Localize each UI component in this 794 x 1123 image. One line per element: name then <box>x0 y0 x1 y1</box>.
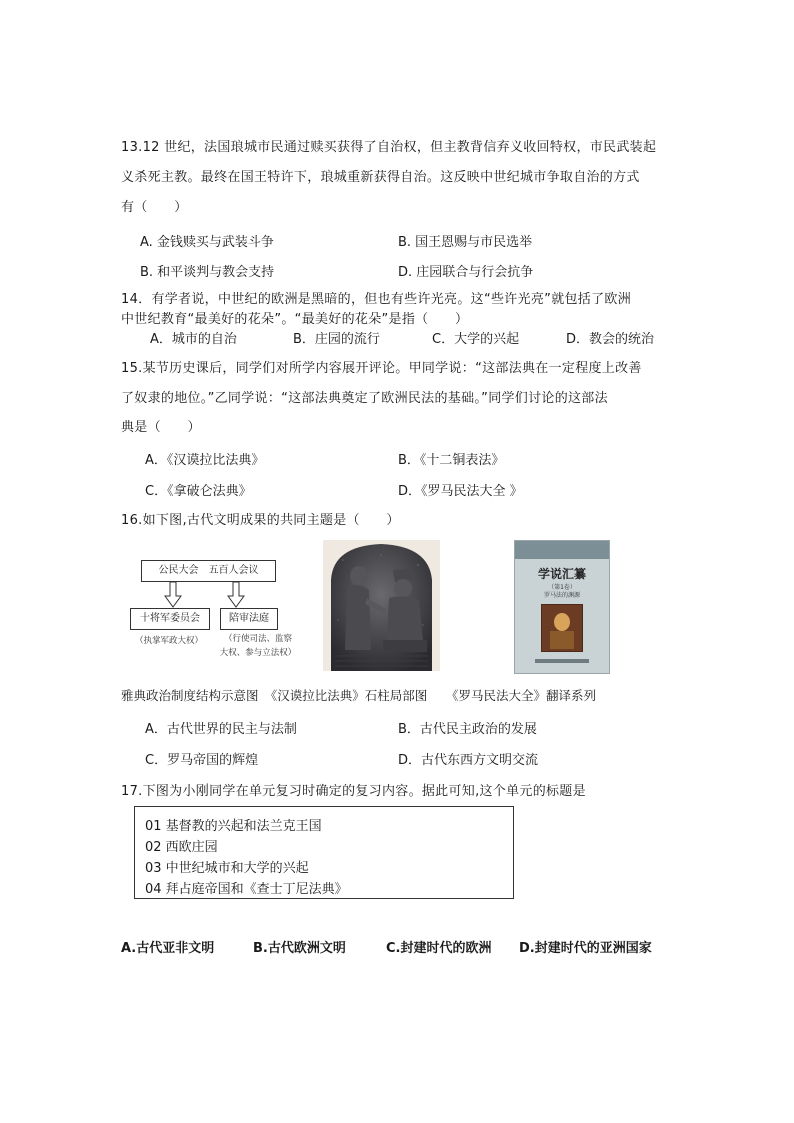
q14-option-a: A．城市的自治 <box>150 332 237 347</box>
hammurabi-stele-image <box>323 540 440 671</box>
q17-option-b: B.古代欧洲文明 <box>253 941 346 956</box>
book-portrait <box>541 604 583 652</box>
q15-option-a: A．《汉谟拉比法典》 <box>145 453 265 468</box>
q17-option-c: C.封建时代的欧洲 <box>386 941 492 956</box>
book-subtitle: （第1卷） <box>548 584 576 591</box>
diagram-jury-note-line2: 大权、参与立法权） <box>219 648 297 658</box>
q14-stem-line2: 中世纪教育“最美好的花朵”。“最美好的花朵”是指（ ） <box>121 312 469 327</box>
q13-stem-line2: 义杀死主教。最终在国王特许下，琅城重新获得自治。这反映中世纪城市争取自治的方式 <box>121 170 640 185</box>
q14-option-c: C．大学的兴起 <box>432 332 520 347</box>
q15-option-b: B．《十二铜表法》 <box>398 453 505 468</box>
q15-stem-line1: 15.某节历史课后，同学们对所学内容展开评论。甲同学说：“这部法典在一定程度上改善 <box>121 361 642 376</box>
q17-stem: 17.下图为小刚同学在单元复习时确定的复习内容。据此可知,这个单元的标题是 <box>121 784 586 799</box>
q15-option-c: C．《拿破仑法典》 <box>145 484 252 499</box>
book-header-band <box>515 541 609 559</box>
q14-option-d: D．教会的统治 <box>566 332 655 347</box>
diagram-top-box: 公民大会 五百人会议 <box>141 560 276 582</box>
q13-stem-line1: 13.12 世纪，法国琅城市民通过赎买获得了自治权，但主教背信弃义收回特权，市民武装起 <box>121 140 657 155</box>
q16-option-a: A．古代世界的民主与法制 <box>145 722 297 737</box>
review-item: 03 中世纪城市和大学的兴起 <box>145 861 309 876</box>
q16-option-d: D．古代东西方文明交流 <box>398 753 539 768</box>
q15-stem-line3: 典是（ ） <box>121 420 201 435</box>
diagram-arrows <box>120 580 320 610</box>
q13-stem-line3: 有（ ） <box>121 200 188 215</box>
book-publisher-mark <box>535 659 589 663</box>
diagram-generals-note: （执掌军政大权） <box>134 636 203 646</box>
q17-option-d: D.封建时代的亚洲国家 <box>519 941 652 956</box>
q15-stem-line2: 了奴隶的地位。”乙同学说：“这部法典奠定了欧洲民法的基础。”同学们讨论的这部法 <box>121 391 608 406</box>
diagram-generals-box: 十将军委员会 <box>130 608 210 630</box>
book-subtitle2: 罗马法的渊源 <box>543 592 580 599</box>
q16-option-c: C．罗马帝国的辉煌 <box>145 753 259 768</box>
book-title: 学说汇纂 <box>537 567 586 581</box>
review-content-box <box>134 806 514 899</box>
q13-option-c: B. 和平谈判与教会支持 <box>140 265 275 280</box>
q16-figure-captions: 雅典政治制度结构示意图 《汉谟拉比法典》石柱局部图 《罗马民法大全》翻译系列 <box>121 688 597 703</box>
q14-option-b: B．庄园的流行 <box>293 332 380 347</box>
q13-option-d: D. 庄园联合与行会抗争 <box>398 265 534 280</box>
diagram-jury-note-line1: （行使司法、监察 <box>223 634 292 644</box>
q16-stem: 16.如下图,古代文明成果的共同主题是（ ） <box>121 513 400 528</box>
q15-option-d: D．《罗马民法大全 》 <box>398 484 523 499</box>
review-item: 01 基督教的兴起和法兰克王国 <box>145 819 322 834</box>
roman-law-book-image <box>514 540 610 674</box>
review-item: 04 拜占庭帝国和《查士丁尼法典》 <box>145 882 348 897</box>
q17-option-a: A.古代亚非文明 <box>121 941 215 956</box>
diagram-jury-box: 陪审法庭 <box>220 608 278 630</box>
q13-option-b: B. 国王恩赐与市民选举 <box>398 235 533 250</box>
q16-option-b: B．古代民主政治的发展 <box>398 722 537 737</box>
q14-stem-line1: 14．有学者说，中世纪的欧洲是黑暗的，但也有些许光亮。这“些许光亮”就包括了欧洲 <box>121 292 632 307</box>
review-item: 02 西欧庄园 <box>145 840 218 855</box>
q13-option-a: A. 金钱赎买与武装斗争 <box>140 235 274 250</box>
